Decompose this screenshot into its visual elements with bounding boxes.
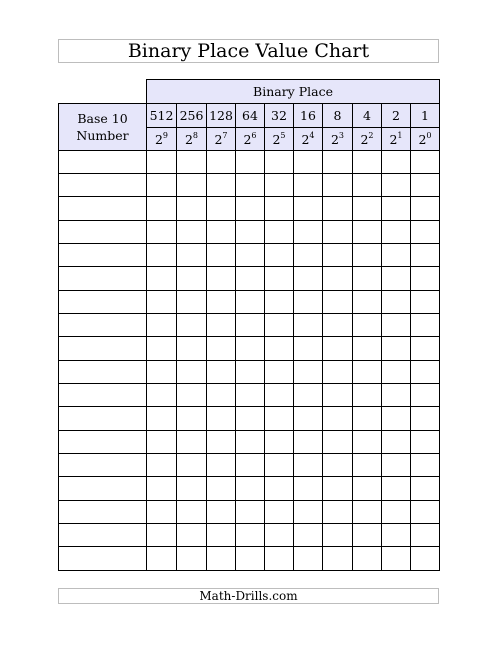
binary-digit-answer-cell[interactable] (177, 431, 207, 454)
binary-digit-answer-cell[interactable] (177, 454, 207, 477)
binary-digit-answer-cell[interactable] (236, 477, 265, 501)
binary-digit-answer-cell[interactable] (323, 384, 353, 407)
base-10-answer-cell[interactable] (59, 197, 147, 221)
binary-digit-answer-cell[interactable] (147, 384, 177, 407)
binary-digit-answer-cell[interactable] (323, 267, 353, 291)
binary-digit-answer-cell[interactable] (382, 431, 411, 454)
place-value-cell: 512 (147, 104, 177, 128)
binary-digit-answer-cell[interactable] (353, 221, 382, 244)
binary-digit-answer-cell[interactable] (236, 384, 265, 407)
binary-digit-answer-cell[interactable] (177, 407, 207, 431)
binary-digit-answer-cell[interactable] (265, 151, 294, 174)
binary-digit-answer-cell[interactable] (147, 454, 177, 477)
binary-digit-answer-cell[interactable] (353, 501, 382, 524)
binary-digit-answer-cell[interactable] (353, 291, 382, 314)
binary-digit-answer-cell[interactable] (294, 477, 323, 501)
base-10-answer-cell[interactable] (59, 291, 147, 314)
binary-digit-answer-cell[interactable] (382, 524, 411, 547)
binary-digit-answer-cell[interactable] (294, 267, 323, 291)
binary-place-value-table (58, 79, 440, 571)
binary-digit-answer-cell[interactable] (323, 337, 353, 361)
binary-digit-answer-cell[interactable] (411, 477, 440, 501)
binary-digit-answer-cell[interactable] (411, 384, 440, 407)
binary-digit-answer-cell[interactable] (147, 314, 177, 337)
binary-digit-answer-cell[interactable] (294, 151, 323, 174)
binary-digit-answer-cell[interactable] (294, 291, 323, 314)
power-base: 2 (418, 131, 427, 147)
binary-digit-answer-cell[interactable] (207, 291, 236, 314)
power-base: 2 (154, 131, 163, 147)
binary-digit-answer-cell[interactable] (294, 361, 323, 384)
exponent: 9 (162, 130, 169, 140)
binary-digit-answer-cell[interactable] (236, 151, 265, 174)
binary-digit-answer-cell[interactable] (411, 151, 440, 174)
binary-digit-answer-cell[interactable] (353, 384, 382, 407)
binary-digit-answer-cell[interactable] (177, 244, 207, 267)
binary-digit-answer-cell[interactable] (323, 174, 353, 197)
binary-digit-answer-cell[interactable] (411, 197, 440, 221)
exponent: 0 (426, 130, 432, 140)
binary-digit-answer-cell[interactable] (411, 174, 440, 197)
binary-digit-answer-cell[interactable] (265, 407, 294, 431)
answer-rows (59, 151, 440, 571)
binary-digit-answer-cell[interactable] (294, 407, 323, 431)
binary-digit-answer-cell[interactable] (236, 454, 265, 477)
binary-digit-answer-cell[interactable] (147, 477, 177, 501)
power-base: 2 (272, 131, 281, 147)
binary-digit-answer-cell[interactable] (236, 431, 265, 454)
binary-digit-answer-cell[interactable] (177, 291, 207, 314)
binary-digit-answer-cell[interactable] (382, 151, 411, 174)
base-10-answer-cell[interactable] (59, 547, 147, 571)
exponent: 8 (192, 130, 199, 140)
power-base: 2 (330, 131, 339, 147)
binary-digit-answer-cell[interactable] (294, 221, 323, 244)
binary-digit-answer-cell[interactable] (353, 197, 382, 221)
binary-digit-answer-cell[interactable] (323, 151, 353, 174)
binary-digit-answer-cell[interactable] (177, 477, 207, 501)
binary-digit-answer-cell[interactable] (236, 244, 265, 267)
binary-digit-answer-cell[interactable] (207, 221, 236, 244)
answer-row (59, 174, 440, 197)
binary-digit-answer-cell[interactable] (382, 361, 411, 384)
binary-digit-answer-cell[interactable] (353, 151, 382, 174)
binary-digit-answer-cell[interactable] (265, 547, 294, 571)
exponent: 4 (309, 130, 315, 140)
answer-row (59, 454, 440, 477)
power-of-two-cell (236, 128, 265, 151)
binary-digit-answer-cell[interactable] (353, 314, 382, 337)
base-10-answer-cell[interactable] (59, 361, 147, 384)
binary-digit-answer-cell[interactable] (207, 267, 236, 291)
place-value-cell: 16 (294, 104, 323, 128)
binary-digit-answer-cell[interactable] (265, 524, 294, 547)
binary-digit-answer-cell[interactable] (207, 547, 236, 571)
power-of-two-cell (411, 128, 440, 151)
binary-digit-answer-cell[interactable] (236, 547, 265, 571)
binary-digit-answer-cell[interactable] (323, 361, 353, 384)
binary-digit-answer-cell[interactable] (353, 361, 382, 384)
binary-digit-answer-cell[interactable] (353, 407, 382, 431)
binary-digit-answer-cell[interactable] (207, 501, 236, 524)
exponent: 6 (251, 130, 257, 140)
binary-digit-answer-cell[interactable] (353, 524, 382, 547)
exponent: 5 (280, 130, 286, 140)
exponent: 7 (222, 130, 228, 140)
binary-digit-answer-cell[interactable] (294, 197, 323, 221)
binary-digit-answer-cell[interactable] (411, 524, 440, 547)
binary-digit-answer-cell[interactable] (207, 151, 236, 174)
binary-digit-answer-cell[interactable] (382, 221, 411, 244)
binary-digit-answer-cell[interactable] (353, 431, 382, 454)
binary-digit-answer-cell[interactable] (236, 221, 265, 244)
power-base: 2 (301, 131, 310, 147)
binary-digit-answer-cell[interactable] (323, 407, 353, 431)
binary-digit-answer-cell[interactable] (411, 244, 440, 267)
binary-digit-answer-cell[interactable] (147, 174, 177, 197)
binary-digit-answer-cell[interactable] (411, 221, 440, 244)
binary-digit-answer-cell[interactable] (177, 547, 207, 571)
power-of-two-cell (265, 128, 294, 151)
binary-digit-answer-cell[interactable] (353, 337, 382, 361)
place-value-cell: 32 (265, 104, 294, 128)
binary-digit-answer-cell[interactable] (236, 524, 265, 547)
power-of-two-cell (177, 128, 207, 151)
binary-digit-answer-cell[interactable] (411, 314, 440, 337)
binary-digit-answer-cell[interactable] (207, 197, 236, 221)
binary-digit-answer-cell[interactable] (147, 407, 177, 431)
binary-digit-answer-cell[interactable] (323, 501, 353, 524)
binary-digit-answer-cell[interactable] (382, 314, 411, 337)
binary-digit-answer-cell[interactable] (177, 267, 207, 291)
worksheet-title: Binary Place Value Chart (58, 39, 439, 63)
answer-row (59, 547, 440, 571)
binary-digit-answer-cell[interactable] (382, 547, 411, 571)
binary-digit-answer-cell[interactable] (382, 291, 411, 314)
binary-digit-answer-cell[interactable] (236, 267, 265, 291)
power-of-two-cell (147, 128, 177, 151)
binary-digit-answer-cell[interactable] (323, 524, 353, 547)
binary-digit-answer-cell[interactable] (265, 454, 294, 477)
place-value-row (59, 104, 440, 128)
base-10-answer-cell[interactable] (59, 524, 147, 547)
binary-place-header: Binary Place (147, 80, 440, 104)
power-of-two-cell (382, 128, 411, 151)
place-value-cell: 1 (411, 104, 440, 128)
binary-digit-answer-cell[interactable] (294, 337, 323, 361)
answer-row (59, 337, 440, 361)
binary-digit-answer-cell[interactable] (382, 197, 411, 221)
binary-digit-answer-cell[interactable] (177, 361, 207, 384)
base-label-line2: Number (76, 128, 129, 143)
binary-digit-answer-cell[interactable] (207, 454, 236, 477)
answer-row (59, 384, 440, 407)
binary-digit-answer-cell[interactable] (265, 221, 294, 244)
binary-digit-answer-cell[interactable] (236, 407, 265, 431)
binary-digit-answer-cell[interactable] (147, 221, 177, 244)
base-10-answer-cell[interactable] (59, 267, 147, 291)
base-10-answer-cell[interactable] (59, 384, 147, 407)
power-base: 2 (214, 131, 223, 147)
exponent: 3 (338, 130, 345, 140)
binary-digit-answer-cell[interactable] (207, 337, 236, 361)
base-10-answer-cell[interactable] (59, 244, 147, 267)
base-10-answer-cell[interactable] (59, 501, 147, 524)
power-of-two-cell (353, 128, 382, 151)
place-value-cell: 64 (236, 104, 265, 128)
binary-digit-answer-cell[interactable] (177, 197, 207, 221)
binary-digit-answer-cell[interactable] (177, 221, 207, 244)
binary-digit-answer-cell[interactable] (236, 314, 265, 337)
binary-digit-answer-cell[interactable] (265, 361, 294, 384)
answer-row (59, 314, 440, 337)
answer-row (59, 524, 440, 547)
binary-digit-answer-cell[interactable] (323, 477, 353, 501)
binary-digit-answer-cell[interactable] (265, 267, 294, 291)
binary-digit-answer-cell[interactable] (147, 361, 177, 384)
binary-digit-answer-cell[interactable] (323, 547, 353, 571)
answer-row (59, 361, 440, 384)
binary-digit-answer-cell[interactable] (353, 244, 382, 267)
binary-digit-answer-cell[interactable] (207, 477, 236, 501)
binary-digit-answer-cell[interactable] (294, 454, 323, 477)
place-value-cell: 4 (353, 104, 382, 128)
binary-digit-answer-cell[interactable] (236, 501, 265, 524)
answer-row (59, 431, 440, 454)
binary-digit-answer-cell[interactable] (207, 524, 236, 547)
base-label-line1: Base 10 (77, 111, 128, 126)
binary-digit-answer-cell[interactable] (147, 244, 177, 267)
binary-digit-answer-cell[interactable] (265, 501, 294, 524)
binary-digit-answer-cell[interactable] (147, 197, 177, 221)
binary-digit-answer-cell[interactable] (147, 151, 177, 174)
binary-digit-answer-cell[interactable] (411, 431, 440, 454)
binary-digit-answer-cell[interactable] (265, 384, 294, 407)
binary-digit-answer-cell[interactable] (147, 547, 177, 571)
binary-digit-answer-cell[interactable] (236, 291, 265, 314)
binary-digit-answer-cell[interactable] (147, 291, 177, 314)
binary-digit-answer-cell[interactable] (323, 314, 353, 337)
binary-digit-answer-cell[interactable] (411, 454, 440, 477)
binary-digit-answer-cell[interactable] (294, 174, 323, 197)
binary-digit-answer-cell[interactable] (177, 174, 207, 197)
binary-digit-answer-cell[interactable] (207, 361, 236, 384)
footer-site-name: Math-Drills.com (58, 588, 439, 604)
empty-corner-cell (59, 80, 147, 104)
binary-digit-answer-cell[interactable] (265, 314, 294, 337)
binary-digit-answer-cell[interactable] (147, 501, 177, 524)
binary-digit-answer-cell[interactable] (382, 267, 411, 291)
base-10-answer-cell[interactable] (59, 314, 147, 337)
binary-digit-answer-cell[interactable] (147, 337, 177, 361)
base-10-answer-cell[interactable] (59, 407, 147, 431)
binary-digit-answer-cell[interactable] (382, 174, 411, 197)
binary-digit-answer-cell[interactable] (177, 314, 207, 337)
binary-digit-answer-cell[interactable] (147, 524, 177, 547)
answer-row (59, 407, 440, 431)
binary-digit-answer-cell[interactable] (353, 174, 382, 197)
binary-digit-answer-cell[interactable] (236, 361, 265, 384)
power-base: 2 (184, 131, 193, 147)
binary-digit-answer-cell[interactable] (382, 337, 411, 361)
binary-digit-answer-cell[interactable] (382, 477, 411, 501)
binary-digit-answer-cell[interactable] (265, 174, 294, 197)
binary-digit-answer-cell[interactable] (236, 337, 265, 361)
exponent: 1 (397, 130, 403, 140)
binary-digit-answer-cell[interactable] (147, 267, 177, 291)
power-of-two-cell (294, 128, 323, 151)
binary-digit-answer-cell[interactable] (294, 244, 323, 267)
binary-digit-answer-cell[interactable] (382, 454, 411, 477)
base-10-answer-cell[interactable] (59, 174, 147, 197)
base-10-answer-cell[interactable] (59, 337, 147, 361)
binary-digit-answer-cell[interactable] (353, 547, 382, 571)
binary-digit-answer-cell[interactable] (382, 244, 411, 267)
binary-digit-answer-cell[interactable] (207, 314, 236, 337)
answer-row (59, 221, 440, 244)
binary-digit-answer-cell[interactable] (411, 547, 440, 571)
base-10-answer-cell[interactable] (59, 151, 147, 174)
base-10-number-header (59, 104, 147, 151)
answer-row (59, 197, 440, 221)
binary-digit-answer-cell[interactable] (177, 337, 207, 361)
power-of-two-cell (323, 128, 353, 151)
binary-digit-answer-cell[interactable] (382, 407, 411, 431)
place-value-cell: 256 (177, 104, 207, 128)
binary-digit-answer-cell[interactable] (177, 501, 207, 524)
answer-row (59, 501, 440, 524)
power-base: 2 (243, 131, 252, 147)
base-10-answer-cell[interactable] (59, 221, 147, 244)
binary-digit-answer-cell[interactable] (236, 197, 265, 221)
binary-digit-answer-cell[interactable] (294, 314, 323, 337)
base-10-answer-cell[interactable] (59, 454, 147, 477)
binary-digit-answer-cell[interactable] (265, 197, 294, 221)
binary-digit-answer-cell[interactable] (323, 431, 353, 454)
binary-digit-answer-cell[interactable] (411, 291, 440, 314)
group-header-row (59, 80, 440, 104)
binary-digit-answer-cell[interactable] (294, 384, 323, 407)
binary-digit-answer-cell[interactable] (265, 291, 294, 314)
binary-digit-answer-cell[interactable] (323, 244, 353, 267)
binary-digit-answer-cell[interactable] (207, 431, 236, 454)
binary-digit-answer-cell[interactable] (177, 151, 207, 174)
binary-digit-answer-cell[interactable] (265, 431, 294, 454)
binary-digit-answer-cell[interactable] (294, 547, 323, 571)
binary-digit-answer-cell[interactable] (323, 221, 353, 244)
binary-digit-answer-cell[interactable] (382, 384, 411, 407)
binary-digit-answer-cell[interactable] (411, 337, 440, 361)
place-value-cell: 8 (323, 104, 353, 128)
answer-row (59, 291, 440, 314)
place-value-cell: 128 (207, 104, 236, 128)
binary-digit-answer-cell[interactable] (411, 407, 440, 431)
binary-digit-answer-cell[interactable] (411, 361, 440, 384)
answer-row (59, 244, 440, 267)
binary-digit-answer-cell[interactable] (207, 384, 236, 407)
binary-digit-answer-cell[interactable] (207, 174, 236, 197)
binary-digit-answer-cell[interactable] (294, 431, 323, 454)
binary-digit-answer-cell[interactable] (265, 244, 294, 267)
power-of-two-cell (207, 128, 236, 151)
binary-digit-answer-cell[interactable] (323, 197, 353, 221)
binary-digit-answer-cell[interactable] (265, 337, 294, 361)
binary-digit-answer-cell[interactable] (265, 477, 294, 501)
binary-digit-answer-cell[interactable] (177, 384, 207, 407)
binary-digit-answer-cell[interactable] (323, 454, 353, 477)
binary-digit-answer-cell[interactable] (207, 407, 236, 431)
answer-row (59, 267, 440, 291)
binary-digit-answer-cell[interactable] (236, 174, 265, 197)
base-10-answer-cell[interactable] (59, 431, 147, 454)
power-base: 2 (389, 131, 398, 147)
binary-digit-answer-cell[interactable] (353, 454, 382, 477)
binary-digit-answer-cell[interactable] (411, 501, 440, 524)
power-base: 2 (360, 131, 369, 147)
binary-digit-answer-cell[interactable] (382, 501, 411, 524)
binary-digit-answer-cell[interactable] (177, 524, 207, 547)
answer-row (59, 151, 440, 174)
binary-digit-answer-cell[interactable] (294, 501, 323, 524)
answer-row (59, 477, 440, 501)
place-value-cell: 2 (382, 104, 411, 128)
binary-digit-answer-cell[interactable] (207, 244, 236, 267)
binary-digit-answer-cell[interactable] (411, 267, 440, 291)
base-10-answer-cell[interactable] (59, 477, 147, 501)
binary-digit-answer-cell[interactable] (323, 291, 353, 314)
binary-digit-answer-cell[interactable] (147, 431, 177, 454)
binary-digit-answer-cell[interactable] (353, 477, 382, 501)
exponent: 2 (368, 130, 374, 140)
binary-digit-answer-cell[interactable] (294, 524, 323, 547)
binary-digit-answer-cell[interactable] (353, 267, 382, 291)
